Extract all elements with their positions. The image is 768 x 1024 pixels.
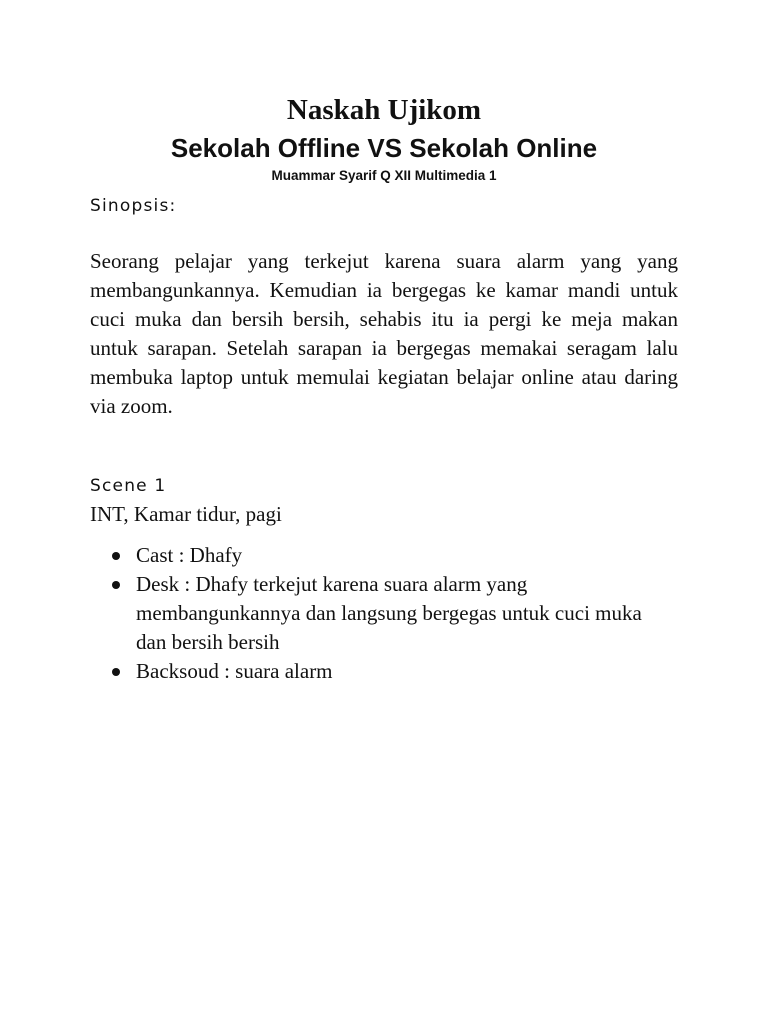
bullet-icon [112, 668, 120, 676]
list-item-cast [90, 541, 650, 570]
list-item-backsound [90, 657, 650, 686]
list-item-text: Backsoud : suara alarm [136, 659, 333, 683]
list-item-desk [90, 570, 650, 657]
author-line: Muammar Syarif Q XII Multimedia 1 [271, 168, 497, 183]
list-item-text: Cast : Dhafy [136, 543, 243, 567]
document-title: Naskah Ujikom [286, 94, 482, 126]
sinopsis-text: Seorang pelajar yang terkejut karena suara alarm yang yang membangunkannya. Kemudian ia bergegas ke kamar mandi untuk cuci muka dan bersih bersih, sehabis itu ia pergi ke meja makan untuk sarapan. Setelah sarapan ia bergegas memakai seragam lalu membuka laptop untuk memulai kegiatan belajar online atau daring via zoom. [90, 249, 678, 418]
scene-heading: INT, Kamar tidur, pagi [90, 502, 282, 526]
document-subtitle: Sekolah Offline VS Sekolah Online [170, 133, 598, 163]
bullet-icon [112, 552, 120, 560]
sinopsis-label: Sinopsis: [90, 196, 177, 216]
scene-label: Scene 1 [90, 476, 167, 496]
list-item-text: Desk : Dhafy terkejut karena suara alarm yang membangunkannya dan langsung bergegas untuk cuci muka dan bersih bersih [136, 572, 642, 654]
scene-details-list [90, 541, 650, 686]
bullet-icon [112, 581, 120, 589]
